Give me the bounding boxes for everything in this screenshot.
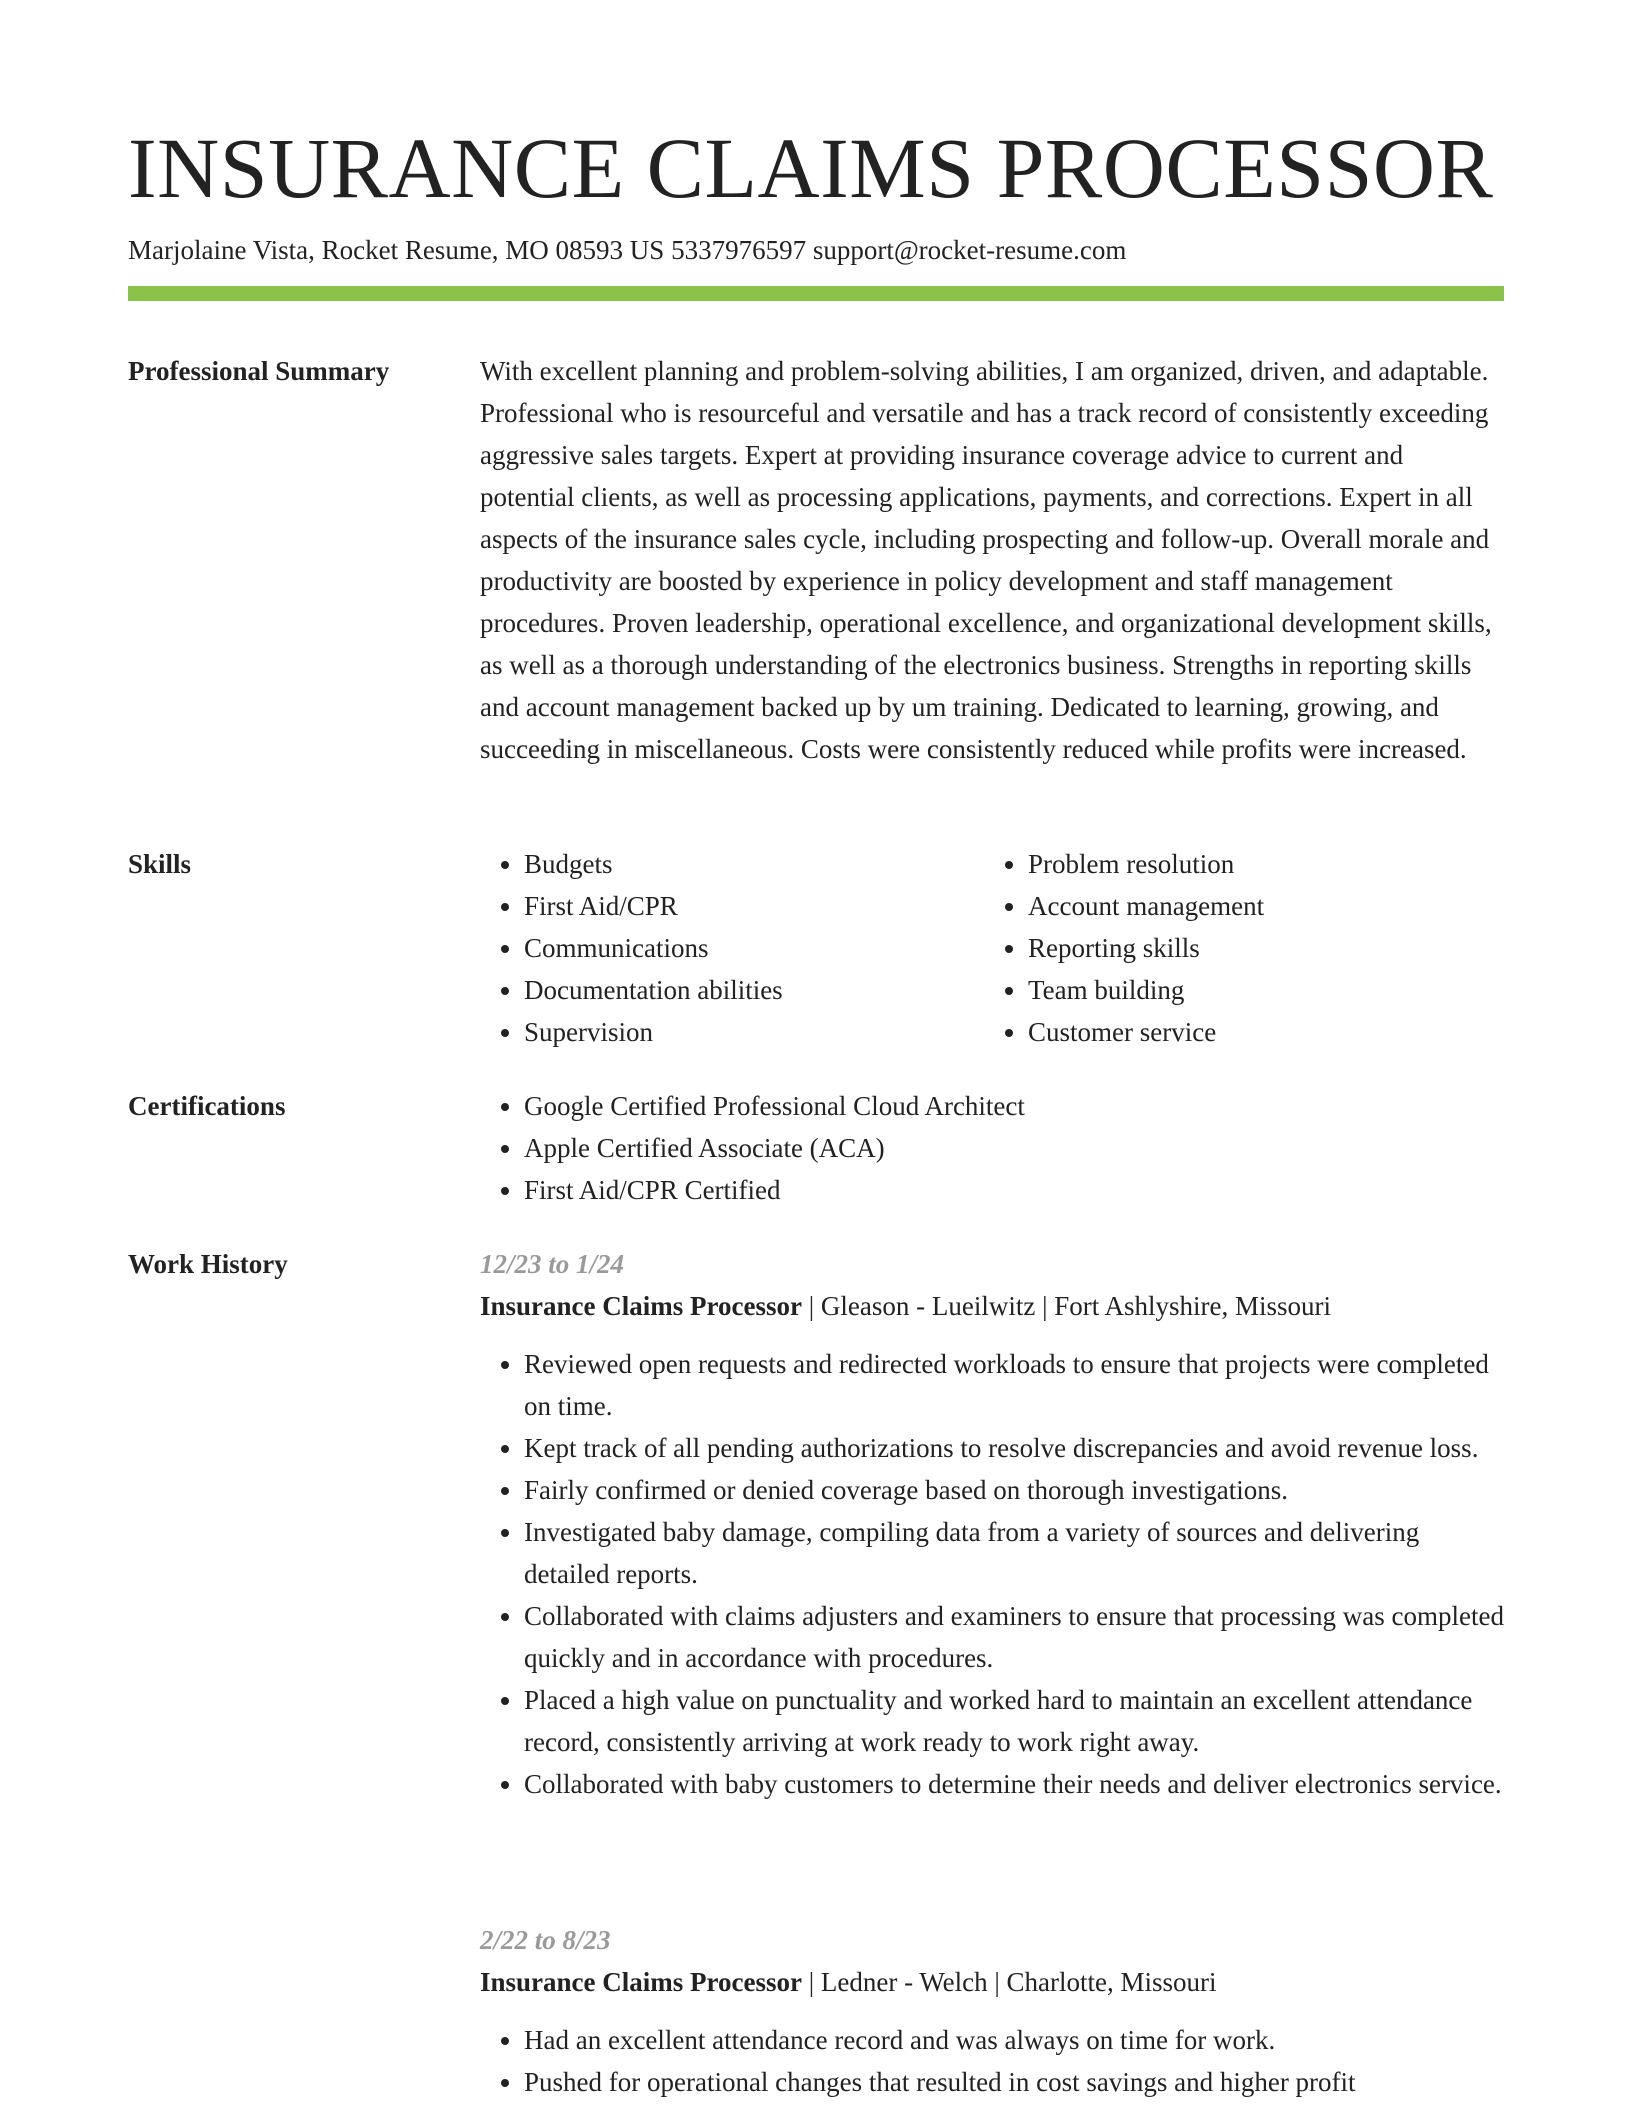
job-details: | Gleason - Lueilwitz | Fort Ashlyshire, Missouri [801,1291,1332,1321]
resume-title: INSURANCE CLAIMS PROCESSOR [128,120,1494,216]
skills-list-left [480,843,984,1053]
certifications-list [480,1085,1504,1211]
job-bullet: • Fairly confirmed or denied coverage based on thorough investigations. [524,1469,1504,1511]
job-bullet: • Collaborated with baby customers to determine their needs and deliver electronics service. [524,1763,1504,1805]
summary-text: With excellent planning and problem-solving abilities, I am organized, driven, and adaptable. Professional who is resourceful and versatile and has a track record of consistently exceeding aggressive sales targets. Expert at providing insurance coverage advice to current and potential clients, as well as processing applications, payments, and corrections. Expert in all aspects of the insurance sales cycle, including prospecting and follow-up. Overall morale and productivity are boosted by experience in policy development and staff management procedures. Proven leadership, operational excellence, and organizational development skills, as well as a thorough understanding of the electronics business. Strengths in reporting skills and account management backed up by um training. Dedicated to learning, growing, and succeeding in miscellaneous. Costs were consistently reduced while profits were increased. [480,356,1492,764]
job-bullet-list [480,1343,1504,1805]
job-bullet: • Kept track of all pending authorizations to resolve discrepancies and avoid revenue loss. [524,1427,1504,1469]
accent-divider [128,286,1504,301]
resume-page [128,118,1504,301]
job-bullet: • Reviewed open requests and redirected workloads to ensure that projects were completed on time. [524,1343,1504,1427]
skills-grid [480,843,1504,1053]
job-bullet: • Pushed for operational changes that resulted in cost savings and higher profit [524,2061,1504,2103]
certification-item: • Apple Certified Associate (ACA) [524,1127,1504,1169]
job-bullet: • Placed a high value on punctuality and worked hard to maintain an excellent attendance record, consistently arriving at work ready to work right away. [524,1679,1504,1763]
job-bullet-list [480,2019,1504,2103]
work-history-continued [128,1919,1504,2103]
skill-item: • Account management [1028,885,1488,927]
skill-item: • Customer service [1028,1011,1488,1053]
job-bullet: • Collaborated with claims adjusters and examiners to ensure that processing was completed quickly and in accordance with procedures. [524,1595,1504,1679]
work-history-section [128,1243,1504,1805]
skill-item: • Budgets [524,843,984,885]
job-heading [480,1961,1504,2003]
skill-item: • First Aid/CPR [524,885,984,927]
job-dates: 2/22 to 8/23 [480,1925,611,1955]
skill-item: • Communications [524,927,984,969]
skill-item: • Problem resolution [1028,843,1488,885]
job-bullet: • Investigated baby damage, compiling data from a variety of sources and delivering detailed reports. [524,1511,1504,1595]
skill-item: • Documentation abilities [524,969,984,1011]
contact-line: Marjolaine Vista, Rocket Resume, MO 08593 US 5337976597 support@rocket-resume.com [128,235,1127,265]
certification-item: • Google Certified Professional Cloud Architect [524,1085,1504,1127]
job-entry [480,1243,1504,1805]
work-history-label: Work History [128,1249,288,1279]
skills-label: Skills [128,849,192,879]
skill-item: • Team building [1028,969,1488,1011]
skills-list-right [984,843,1488,1053]
job-heading [480,1285,1504,1327]
job-title: Insurance Claims Processor [480,1967,802,1997]
job-details: | Ledner - Welch | Charlotte, Missouri [801,1967,1217,1997]
certification-item: • First Aid/CPR Certified [524,1169,1504,1211]
summary-section [128,350,1504,770]
certifications-label: Certifications [128,1091,286,1121]
certifications-section [128,1085,1504,1211]
skills-section [128,843,1504,1053]
skill-item: • Reporting skills [1028,927,1488,969]
job-entry [480,1919,1504,2103]
job-bullet: • Had an excellent attendance record and was always on time for work. [524,2019,1504,2061]
summary-label: Professional Summary [128,356,390,386]
skill-item: • Supervision [524,1011,984,1053]
job-title: Insurance Claims Processor [480,1291,802,1321]
job-dates: 12/23 to 1/24 [480,1249,625,1279]
